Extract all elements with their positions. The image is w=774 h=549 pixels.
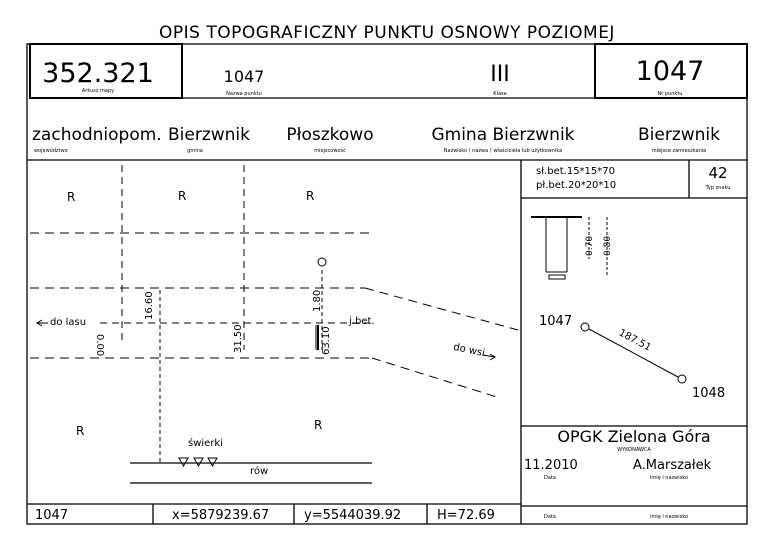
- mark-type-label: Typ znaku: [705, 185, 731, 191]
- land-r-1: R: [67, 190, 76, 204]
- document-title: OPIS TOPOGRAFICZNY PUNKTU OSNOWY POZIOMEJ: [159, 23, 615, 43]
- executor-date2-label: Data: [544, 514, 556, 520]
- point-name-value: 1047: [223, 67, 265, 86]
- dim-0: 0.00: [94, 334, 105, 357]
- residence-label: miejsce zamieszkania: [651, 148, 707, 154]
- connection-point-b: 1048: [692, 386, 726, 401]
- land-r-3: R: [306, 189, 315, 203]
- class-label: Klasa: [493, 91, 507, 97]
- executor-company: OPGK Zielona Góra: [557, 427, 711, 446]
- coord-h: H=72.69: [437, 508, 495, 523]
- connection-line: [581, 323, 686, 383]
- voivodeship-value: zachodniopom.: [32, 125, 162, 145]
- point-number-value: 1047: [635, 56, 705, 87]
- locality-label: miejscowość: [314, 148, 346, 154]
- mark-cross-section: [531, 217, 607, 279]
- executor-name-label: imię i nazwisko: [650, 475, 689, 481]
- executor-name2-label: imię i nazwisko: [650, 514, 689, 520]
- depth-080: 0.80: [603, 235, 613, 256]
- dim-1660: 16.60: [144, 291, 155, 320]
- land-r-5: R: [314, 418, 323, 432]
- mark-spec-1: sł.bet.15*15*70: [536, 166, 616, 177]
- commune-value: Bierzwnik: [168, 125, 251, 145]
- coord-y: y=5544039.92: [304, 508, 402, 523]
- owner-label: Nazwisko ( nazwa ) właściciela lub użytkownika: [443, 148, 563, 154]
- commune-label: gmina: [187, 148, 203, 154]
- dim-6310: 63.10: [321, 326, 332, 355]
- land-r-4: R: [76, 424, 85, 438]
- coord-point-number: 1047: [35, 508, 69, 523]
- dim-180: 1.80: [312, 289, 323, 312]
- map-sheet-value: 352.321: [42, 58, 154, 89]
- voivodeship-label: województwo: [34, 148, 68, 154]
- to-village-label: do wsi: [452, 341, 486, 360]
- map-sheet-label: Arkusz mapy: [81, 88, 115, 94]
- coord-x: x=5879239.67: [172, 508, 270, 523]
- spruce-icons: [179, 458, 217, 466]
- ditch-label: rów: [250, 466, 269, 477]
- point-number-label: Nr punktu: [657, 91, 683, 97]
- to-forest-label: do lasu: [50, 317, 87, 328]
- mark-type-value: 42: [708, 164, 728, 182]
- spruces-label: świerki: [188, 438, 223, 449]
- mark-spec-2: pł.bet.20*20*10: [536, 180, 617, 191]
- point-name-label: Nazwa punktu: [226, 91, 262, 97]
- connection-distance: 187.51: [616, 327, 653, 354]
- dim-3150: 31.50: [233, 324, 244, 353]
- class-value: III: [490, 62, 510, 87]
- land-r-2: R: [178, 189, 187, 203]
- depth-070: 0.70: [585, 235, 595, 256]
- residence-value: Bierzwnik: [637, 125, 721, 145]
- executor-name: A.Marszałek: [633, 458, 712, 473]
- owner-value: Gmina Bierzwnik: [431, 125, 575, 145]
- executor-date-label: Data: [544, 475, 556, 481]
- locality-value: Płoszkowo: [286, 125, 374, 145]
- executor-date: 11.2010: [524, 458, 578, 473]
- surface-label: j.bet.: [349, 316, 375, 327]
- connection-point-a: 1047: [539, 314, 573, 329]
- executor-company-label: WYKONAWCA: [617, 447, 651, 453]
